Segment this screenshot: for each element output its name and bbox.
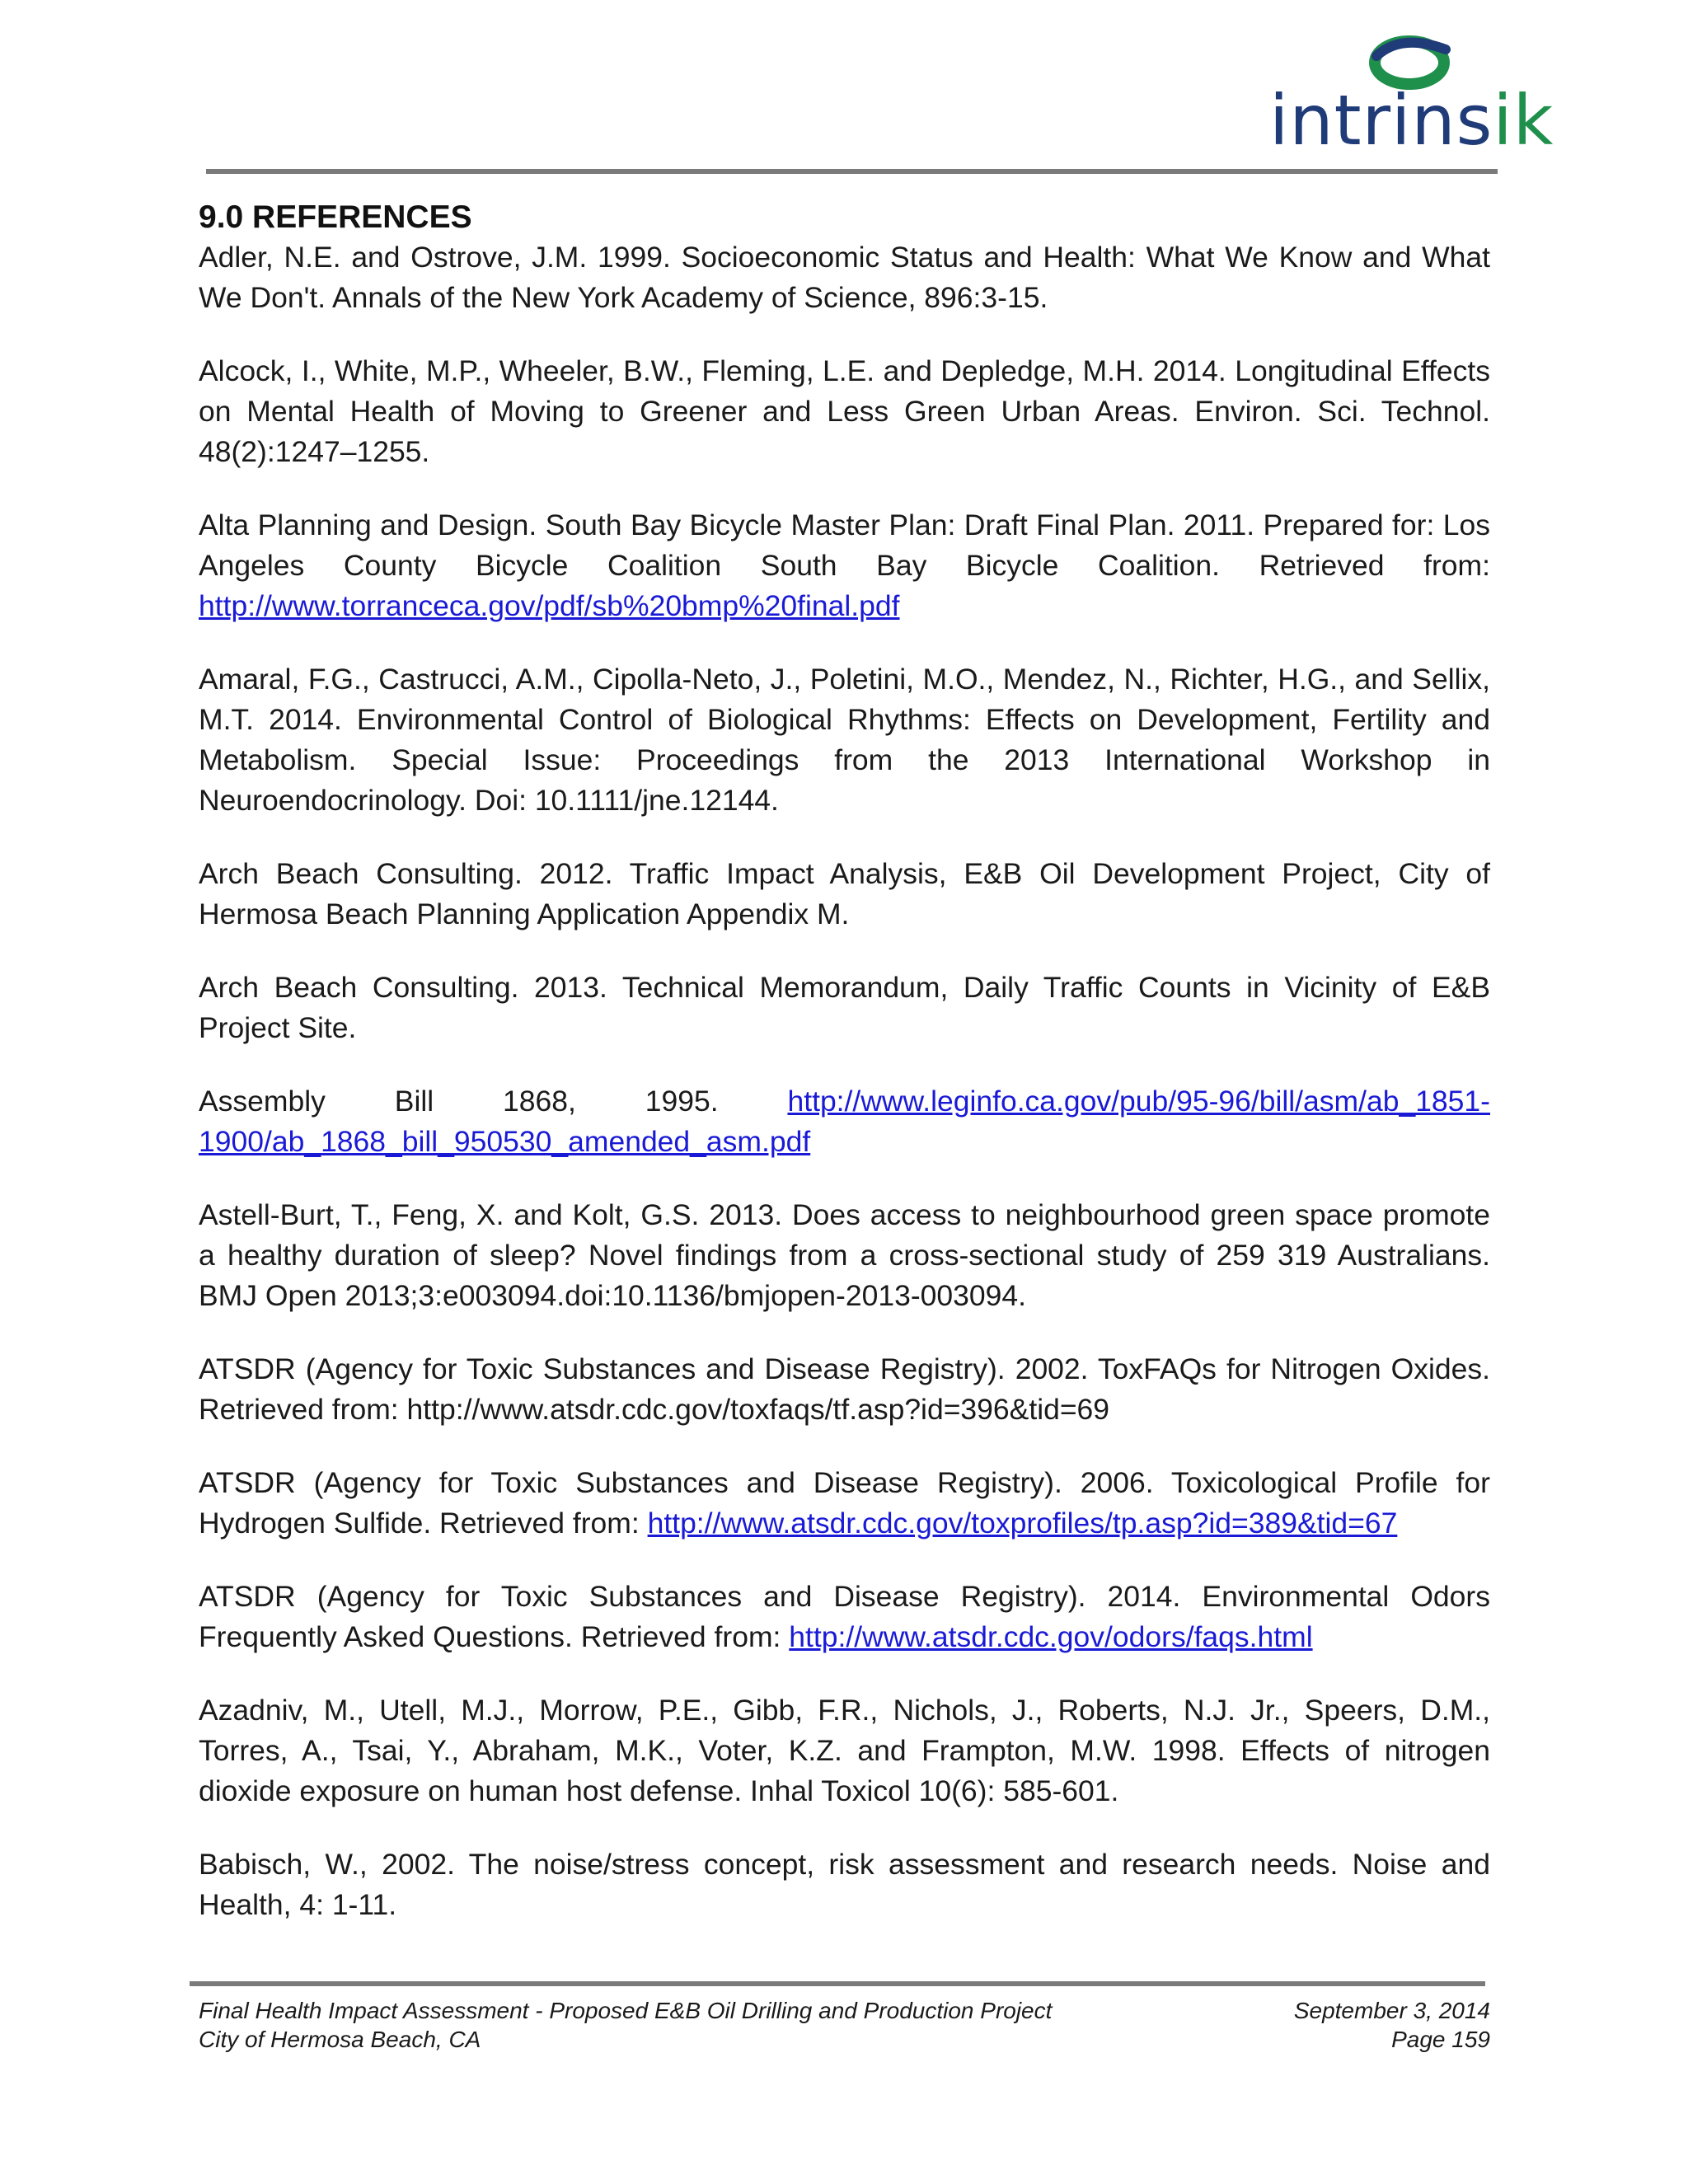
logo-word-main: intrins	[1269, 80, 1493, 161]
reference-entry	[199, 1690, 1490, 1811]
reference-entry	[199, 968, 1490, 1048]
footer-rule	[190, 1981, 1485, 1986]
reference-text: Arch Beach Consulting. 2012. Traffic Impact Analysis, E&B Oil Development Project, City of Hermosa Beach Planning Application Appendix M.	[199, 857, 1490, 930]
reference-text: ATSDR (Agency for Toxic Substances and Disease Registry). 2014. Environmental Odors Frequently Asked Questions. Retrieved from:	[199, 1580, 1490, 1653]
section-heading: 9.0 REFERENCES	[199, 199, 472, 235]
page-content	[199, 198, 1490, 1958]
reference-text: ATSDR (Agency for Toxic Substances and Disease Registry). 2006. Toxicological Profile for Hydrogen Sulfide. Retrieved from:	[199, 1466, 1490, 1540]
footer-date: September 3, 2014	[1293, 1998, 1490, 2023]
reference-link[interactable]: http://www.leginfo.ca.gov/pub/95-96/bill/asm/ab_1851-1900/ab_1868_bill_950530_amended_asm.pdf	[199, 1085, 1490, 1158]
reference-entry	[199, 237, 1490, 318]
reference-entry	[199, 1844, 1490, 1925]
reference-text: Azadniv, M., Utell, M.J., Morrow, P.E., Gibb, F.R., Nichols, J., Roberts, N.J. Jr., Speers, D.M., Torres, A., Tsai, Y., Abraham, M.K., Voter, K.Z. and Frampton, M.W. 1998. Effects of nitrogen dioxide exposure on human host defense. Inhal Toxicol 10(6): 585-601.	[199, 1694, 1490, 1807]
reference-entry	[199, 659, 1490, 821]
reference-entry	[199, 351, 1490, 472]
reference-text: Astell-Burt, T., Feng, X. and Kolt, G.S. 2013. Does access to neighbourhood green space promote a healthy duration of sleep? Novel findings from a cross-sectional study of 259 319 Australians. BMJ Open 2013;3:e003094.doi:10.1136/bmjopen-2013-003094.	[199, 1198, 1490, 1312]
reference-text: Arch Beach Consulting. 2013. Technical Memorandum, Daily Traffic Counts in Vicinity of E&B Project Site.	[199, 971, 1490, 1044]
reference-entry	[199, 1463, 1490, 1544]
reference-text: Alcock, I., White, M.P., Wheeler, B.W., Fleming, L.E. and Depledge, M.H. 2014. Longitudinal Effects on Mental Health of Moving to Greener and Less Green Urban Areas. Environ. Sci. Technol. 48(2):1247–1255.	[199, 354, 1490, 468]
reference-text: Assembly Bill 1868, 1995.	[199, 1085, 788, 1118]
reference-entry	[199, 854, 1490, 935]
page-footer	[199, 1996, 1490, 2054]
reference-text: ATSDR (Agency for Toxic Substances and Disease Registry). 2002. ToxFAQs for Nitrogen Oxides. Retrieved from: http://www.atsdr.cdc.gov/toxfaqs/tf.asp?id=396&tid=69	[199, 1352, 1490, 1426]
intrinsik-logo	[1269, 31, 1554, 161]
reference-text: Alta Planning and Design. South Bay Bicycle Master Plan: Draft Final Plan. 2011. Prepared for: Los Angeles County Bicycle Coalition South Bay Bicycle Coalition. Retrieved from:	[199, 509, 1490, 582]
reference-text: Adler, N.E. and Ostrove, J.M. 1999. Socioeconomic Status and Health: What We Know and What We Don't. Annals of the New York Academy of Science, 896:3-15.	[199, 241, 1490, 314]
reference-link[interactable]: http://www.torranceca.gov/pdf/sb%20bmp%20final.pdf	[199, 589, 900, 622]
reference-list	[199, 237, 1490, 1925]
reference-link[interactable]: http://www.atsdr.cdc.gov/odors/faqs.html	[789, 1620, 1313, 1653]
logo-word-accent: ik	[1493, 80, 1554, 161]
reference-entry	[199, 505, 1490, 626]
logo-wordmark	[1269, 80, 1554, 161]
reference-link[interactable]: http://www.atsdr.cdc.gov/toxprofiles/tp.asp?id=389&tid=67	[647, 1507, 1398, 1540]
footer-location: City of Hermosa Beach, CA	[199, 2027, 481, 2052]
header-rule	[206, 169, 1498, 174]
reference-entry	[199, 1349, 1490, 1430]
reference-entry	[199, 1195, 1490, 1316]
reference-entry	[199, 1577, 1490, 1657]
footer-document-title: Final Health Impact Assessment - Proposed E&B Oil Drilling and Production Project	[199, 1998, 1053, 2023]
reference-entry	[199, 1081, 1490, 1162]
reference-text: Amaral, F.G., Castrucci, A.M., Cipolla-Neto, J., Poletini, M.O., Mendez, N., Richter, H.G., and Sellix, M.T. 2014. Environmental Control of Biological Rhythms: Effects on Development, Fertility and Metabolism. Special Issue: Proceedings from the 2013 International Workshop in Neuroendocrinology. Doi: 10.1111/jne.12144.	[199, 663, 1490, 817]
footer-page-number: Page 159	[1391, 2027, 1490, 2052]
reference-text: Babisch, W., 2002. The noise/stress concept, risk assessment and research needs. Noise and Health, 4: 1-11.	[199, 1848, 1490, 1921]
